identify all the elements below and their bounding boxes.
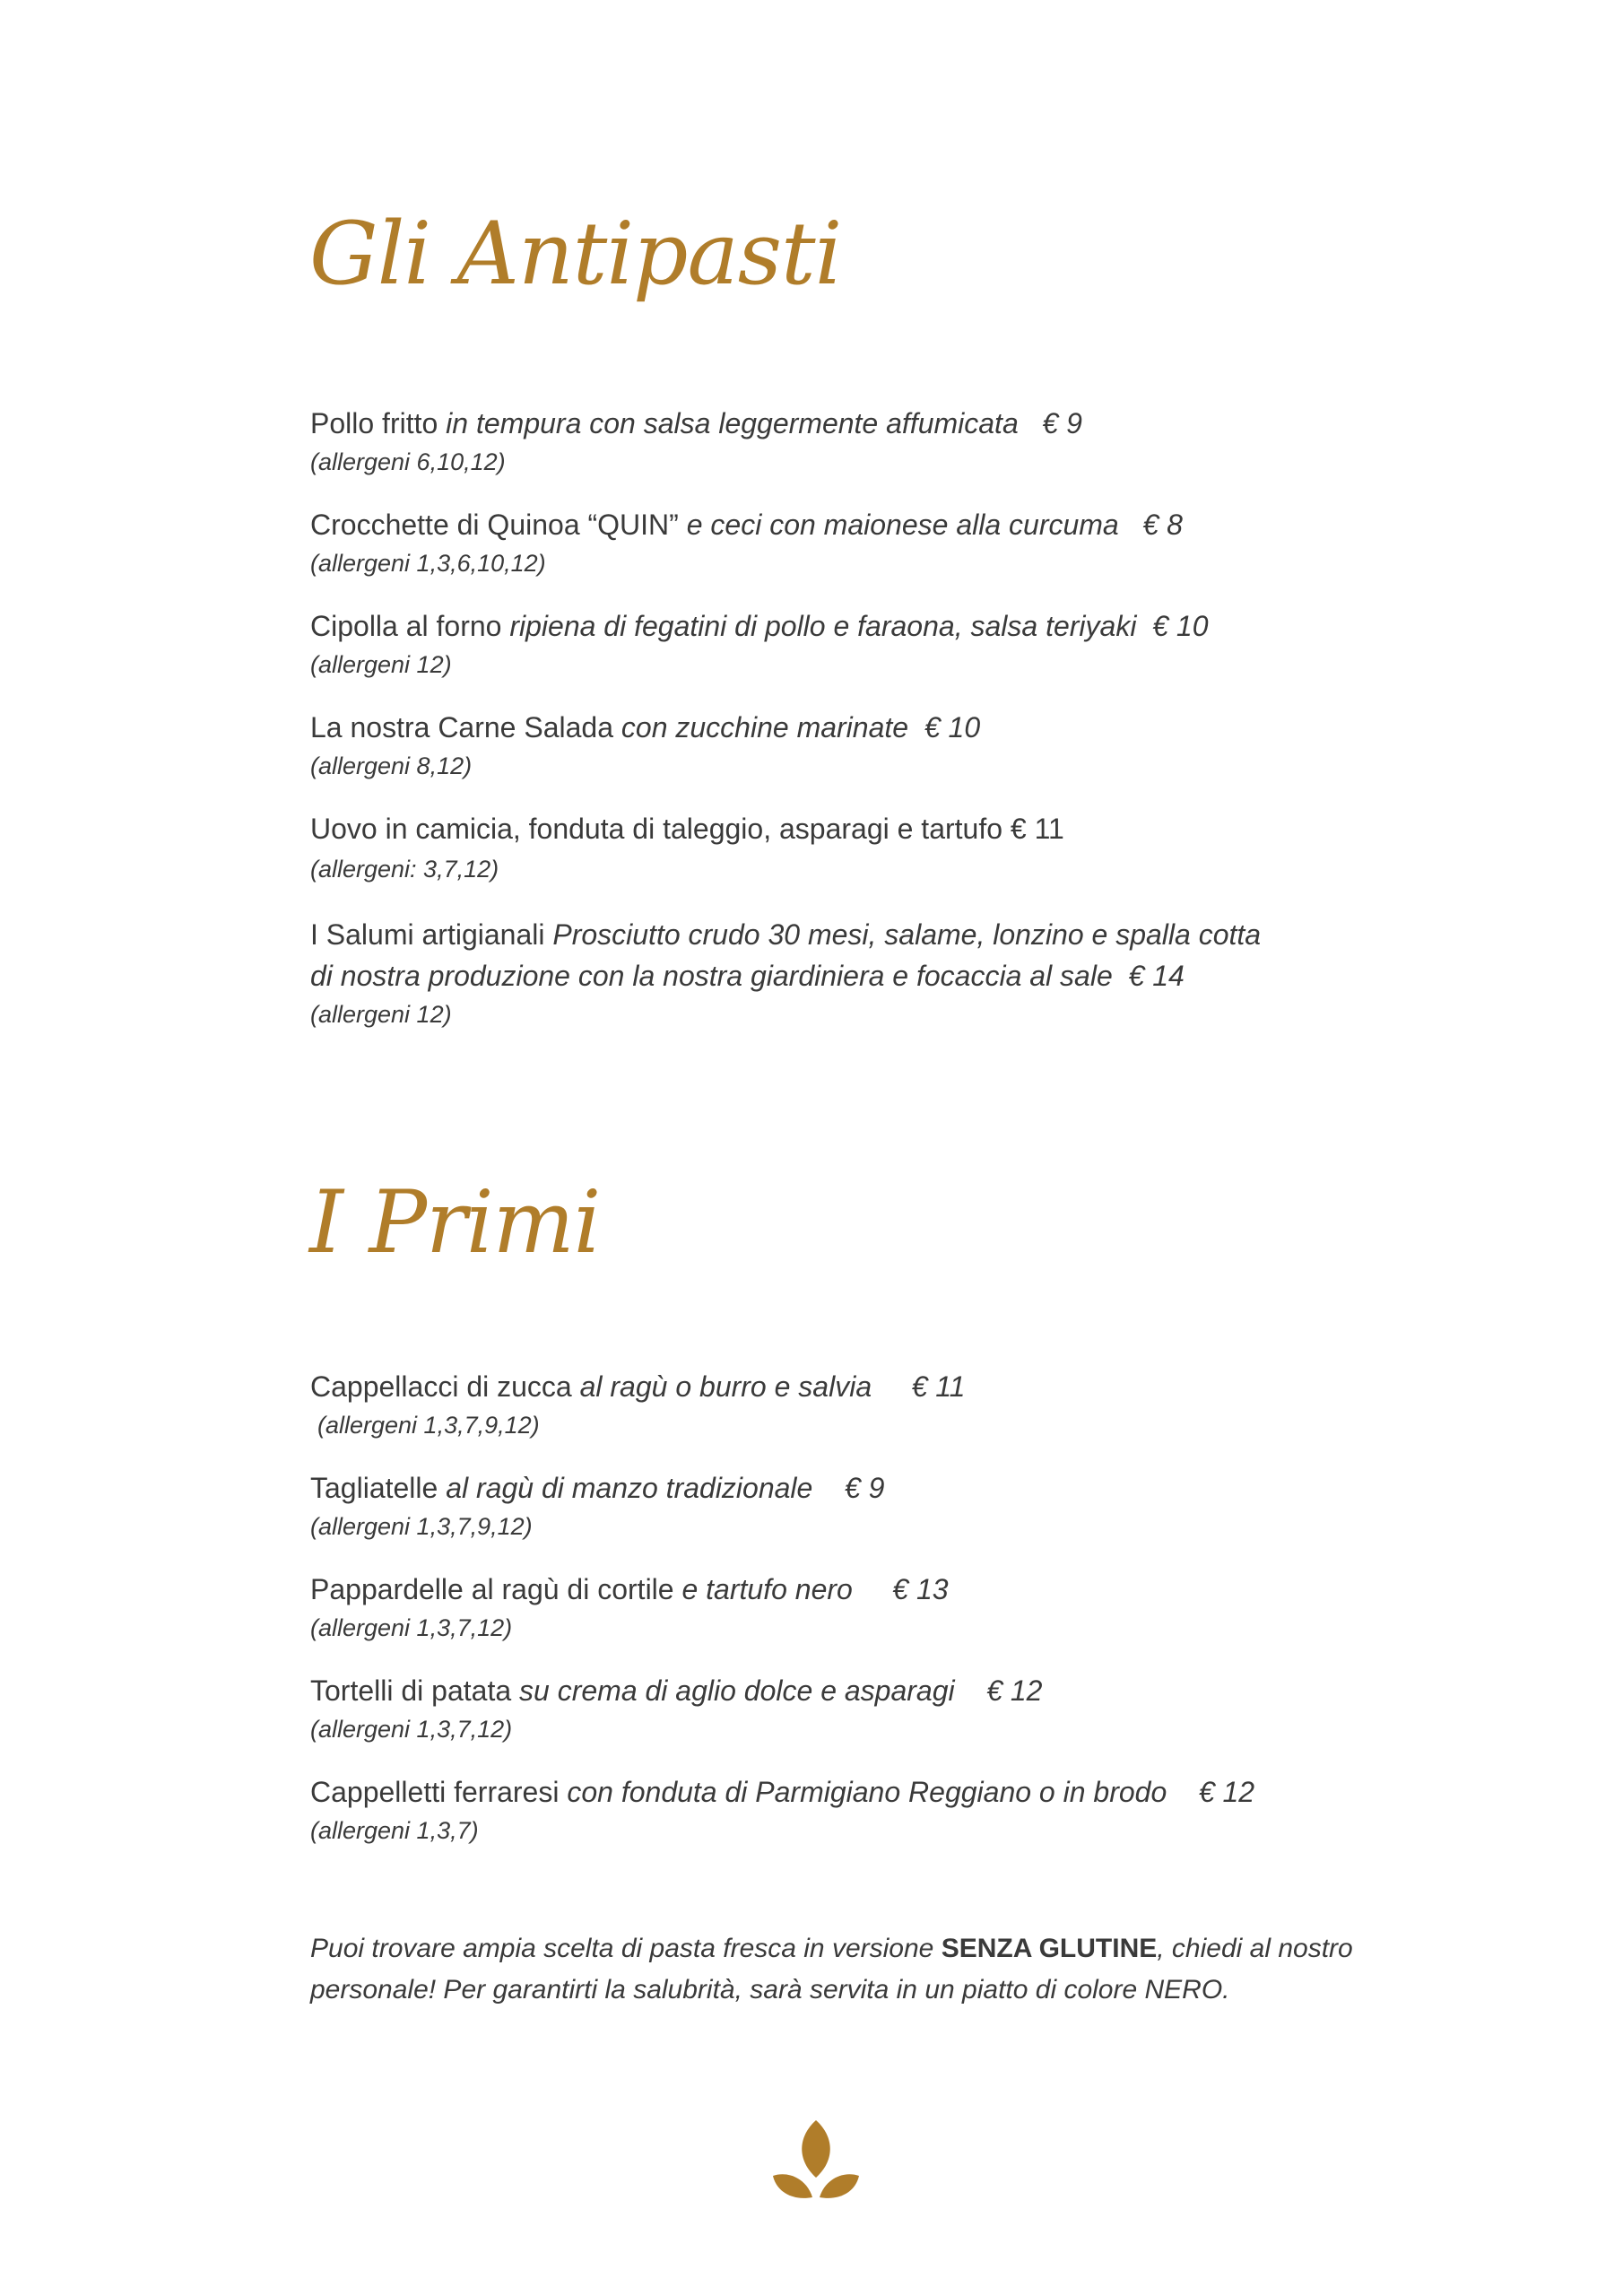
dish-description: con zucchine marinate xyxy=(621,711,909,744)
dish-price: € 11 xyxy=(911,1370,966,1403)
dish-name: Crocchette di Quinoa “QUIN” xyxy=(310,509,679,541)
dish-price: € 12 xyxy=(1198,1776,1255,1808)
dish-price: € 10 xyxy=(1152,610,1209,642)
dish-allergens: (allergeni 1,3,7) xyxy=(310,1817,479,1844)
dish-name: Cappellacci di zucca xyxy=(310,1370,572,1403)
leaf-left xyxy=(773,2174,812,2198)
dish-name: Tagliatelle xyxy=(310,1472,438,1504)
dish-allergens: (allergeni 1,3,7,12) xyxy=(310,1716,513,1743)
primi-title: I Primi xyxy=(309,1172,601,1273)
menu-item xyxy=(310,1771,1386,1873)
dish-description: ripiena di fegatini di pollo e faraona, salsa teriyaki xyxy=(509,610,1137,642)
menu-item xyxy=(310,403,1386,504)
dish-price: € 14 xyxy=(1128,960,1185,992)
dish-description: su crema di aglio dolce e asparagi xyxy=(519,1674,955,1707)
note-text: Puoi trovare ampia scelta di pasta fresca in versione xyxy=(310,1934,934,1963)
menu-item xyxy=(310,504,1386,605)
gluten-free-note xyxy=(310,1928,1386,2011)
dish-allergens: (allergeni 1,3,7,12) xyxy=(310,1614,513,1641)
dish-price: € 12 xyxy=(986,1674,1043,1707)
antipasti-title: Gli Antipasti xyxy=(309,204,842,304)
menu-item xyxy=(310,1569,1386,1670)
menu-item xyxy=(310,605,1386,707)
dish-allergens: (allergeni 12) xyxy=(310,1001,452,1028)
menu-item xyxy=(310,914,1386,1057)
primi-list xyxy=(310,1366,1386,1873)
dish-allergens: (allergeni 12) xyxy=(310,651,452,678)
dish-description: al ragù o burro e salvia xyxy=(579,1370,872,1403)
dish-price: € 13 xyxy=(892,1573,949,1605)
dish-price: € 9 xyxy=(844,1472,885,1504)
dish-name: Cappelletti ferraresi xyxy=(310,1776,560,1808)
dish-description: in tempura con salsa leggermente affumicata xyxy=(446,407,1019,439)
menu-item xyxy=(310,707,1386,808)
dish-allergens: (allergeni: 3,7,12) xyxy=(310,856,499,883)
antipasti-list xyxy=(310,403,1386,1057)
dish-name: Uovo in camicia, fonduta di taleggio, asparagi e tartufo xyxy=(310,813,1003,845)
dish-name: I Salumi artigianali xyxy=(310,918,545,951)
dish-name: Pappardelle al ragù di cortile xyxy=(310,1573,674,1605)
dish-price: € 11 xyxy=(1010,813,1064,845)
menu-item xyxy=(310,1670,1386,1771)
dish-name: Tortelli di patata xyxy=(310,1674,512,1707)
note-highlight: SENZA GLUTINE xyxy=(941,1934,1158,1963)
leaf-center xyxy=(802,2120,830,2178)
dish-allergens: (allergeni 6,10,12) xyxy=(310,448,506,475)
dish-description: al ragù di manzo tradizionale xyxy=(446,1472,813,1504)
dish-allergens: (allergeni 1,3,7,9,12) xyxy=(317,1412,540,1439)
leaf-right xyxy=(820,2174,859,2198)
menu-item xyxy=(310,1467,1386,1569)
dish-name: Pollo fritto xyxy=(310,407,438,439)
dish-name: La nostra Carne Salada xyxy=(310,711,613,744)
dish-price: € 10 xyxy=(924,711,981,744)
dish-price: € 8 xyxy=(1142,509,1183,541)
dish-description: e ceci con maionese alla curcuma xyxy=(686,509,1119,541)
dish-allergens: (allergeni 8,12) xyxy=(310,752,473,779)
dish-price: € 9 xyxy=(1042,407,1082,439)
menu-item xyxy=(310,1366,1386,1467)
dish-allergens: (allergeni 1,3,6,10,12) xyxy=(310,550,546,577)
menu-item xyxy=(310,808,1386,914)
leaf-emblem-icon xyxy=(771,2117,861,2206)
dish-description: con fonduta di Parmigiano Reggiano o in brodo xyxy=(567,1776,1167,1808)
dish-allergens: (allergeni 1,3,7,9,12) xyxy=(310,1513,533,1540)
note-text: , chiedi al nostro personale! Per garantirti la salubrità, sarà servita in un piatto di colore NERO. xyxy=(310,1934,1353,2005)
dish-description: Prosciutto crudo 30 mesi, salame, lonzino e spalla cotta di nostra produzione con la nostra giardiniera e focaccia al sale xyxy=(310,918,1262,992)
dish-description: e tartufo nero xyxy=(681,1573,853,1605)
dish-name: Cipolla al forno xyxy=(310,610,502,642)
